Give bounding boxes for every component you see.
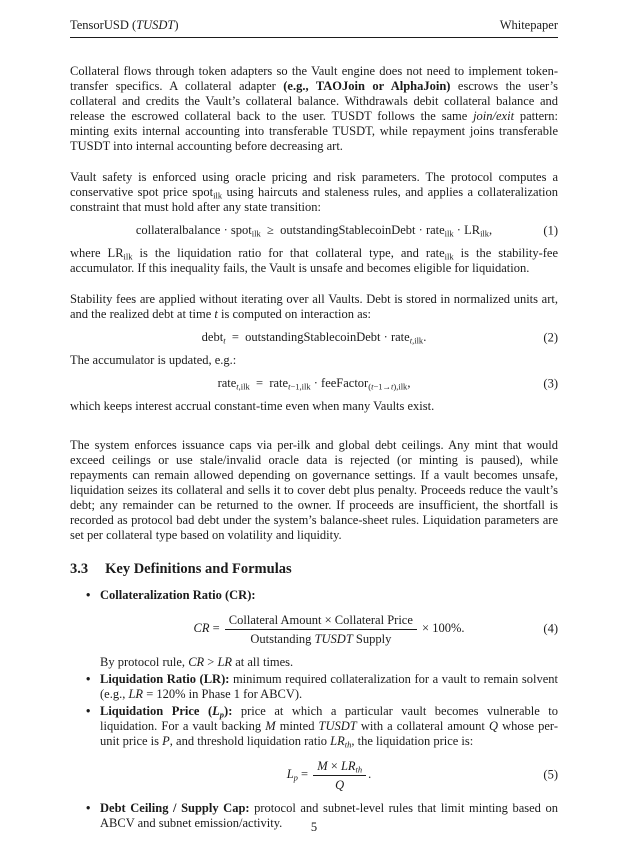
paragraph-vault-safety: Vault safety is enforced using oracle pricing and risk parameters. The protocol computes a conservative spot price spot$_{ilk}$ using haircuts and staleness rules, and applies a collateralization constraint that must hold after any state transition:: [70, 170, 559, 214]
bullet-label: • Collateralization Ratio (CR):: [100, 588, 256, 602]
page-header: [70, 18, 558, 38]
equation-5-number: (5): [543, 767, 558, 782]
section-number: 3.3: [70, 561, 89, 577]
equation-4-body: CR = $\frac{\text{Collateral Amount × Collateral Price}}{\text{Outstanding TUSDT Supply}}$ × 100%.: [193, 613, 465, 646]
equation-4-number: (4): [543, 621, 558, 636]
section-title: Key Definitions and Formulas: [105, 561, 292, 577]
equation-1-number: (1): [543, 223, 558, 237]
equation-3: [70, 376, 558, 391]
paragraph-issuance-caps: The system enforces issuance caps via per-ilk and global debt ceilings. Any mint that would exceed ceilings or use stale/invalid oracle data is rejected (or minting is paused), while repayments can remain allowed depending on governance settings. If a vault becomes unsafe, liquidation seizes its collateral and sells it to cover debt plus penalty. Proceeds reduce the vault’s debt; any remainder can be returned to the owner. If proceeds are insufficient, the shortfall is recorded as protocol bad debt under the system’s balance-sheet rules. Liquidation parameters are set per collateral type based on volatility and liquidity.: [70, 438, 558, 542]
equation-5: [100, 757, 558, 793]
list-item-collateralization-ratio: [100, 588, 558, 670]
paragraph-stability-fees: Stability fees are applied without iterating over all Vaults. Debt is stored in normalized units art, and the realized debt at time t is computed on interaction as:: [70, 292, 558, 321]
paragraph-collateral-flows: Collateral flows through token adapters so the Vault engine does not need to implement token-transfer specifics. A collateral adapter (e.g., TAOJoin or AlphaJoin) escrows the user’s collateral and credits the Vault’s collateral balance. Withdrawals debit collateral balance and release the escrowed collateral back to the user. TUSDT follows the same join/exit pattern: minting exits internal accounting into transferable TUSDT, while repayment joins transferable TUSDT into internal accounting before decreasing art.: [70, 64, 558, 153]
bullet-text: • Debt Ceiling / Supply Cap: protocol and subnet-level rules that limit minting based on ABCV and subnet emission/activity.: [100, 801, 558, 830]
equation-3-number: (3): [543, 376, 558, 390]
bullet-note: By protocol rule, CR > LR at all times.: [100, 655, 294, 669]
bullet-text: • Liquidation Ratio (LR): minimum required collateralization for a vault to remain solvent (e.g., LR = 120% in Phase 1 for ABCV).: [100, 672, 558, 701]
equation-3-body: rate$_{t,ilk}$ = rate$_{t-1,ilk}$ · feeFactor$_{(t-1\to t),ilk}$,: [217, 376, 411, 392]
paragraph-where-clause: where $LR_{ilk}$ is the liquidation ratio for that collateral type, and rate$_{ilk}$ is the stability-fee accumulator. If this inequality fails, the Vault is unsafe and becomes eligible for liquidation.: [70, 246, 558, 275]
header-title: TensorUSD (TUSDT): [70, 18, 179, 32]
page-number: 5: [310, 820, 318, 834]
equation-5-body: $L_p$ = $\frac{M \times LR_{th}}{Q}$ .: [286, 759, 372, 792]
equation-2: [70, 330, 558, 345]
definitions-list: [70, 588, 558, 831]
equation-4: [100, 611, 558, 647]
list-item-liquidation-price: [100, 704, 558, 793]
paragraph-accumulator: The accumulator is updated, e.g.:: [70, 353, 237, 367]
section-heading: [70, 560, 558, 578]
list-item-liquidation-ratio: [100, 672, 558, 702]
bullet-text: • Liquidation Price $(L_p)$: price at which a particular vault becomes vulnerable to liquidation. For a vault backing M minted TUSDT with a collateral amount Q whose per-unit price is P, and threshold liquidation ratio $LR_{th}$, the liquidation price is:: [100, 704, 559, 750]
equation-2-body: debt$_t$ = outstandingStablecoinDebt · rate$_{t,ilk}$.: [201, 330, 427, 346]
equation-2-number: (2): [543, 330, 558, 344]
header-right-label: Whitepaper: [499, 18, 558, 32]
equation-1: [70, 223, 558, 238]
equation-1-body: collateralbalance · spot$_{ilk}$ ≥ outstandingStablecoinDebt · rate$_{ilk}$ · $LR_{ilk}$,: [135, 223, 493, 239]
paragraph-constant-time: which keeps interest accrual constant-time even when many Vaults exist.: [70, 399, 435, 413]
